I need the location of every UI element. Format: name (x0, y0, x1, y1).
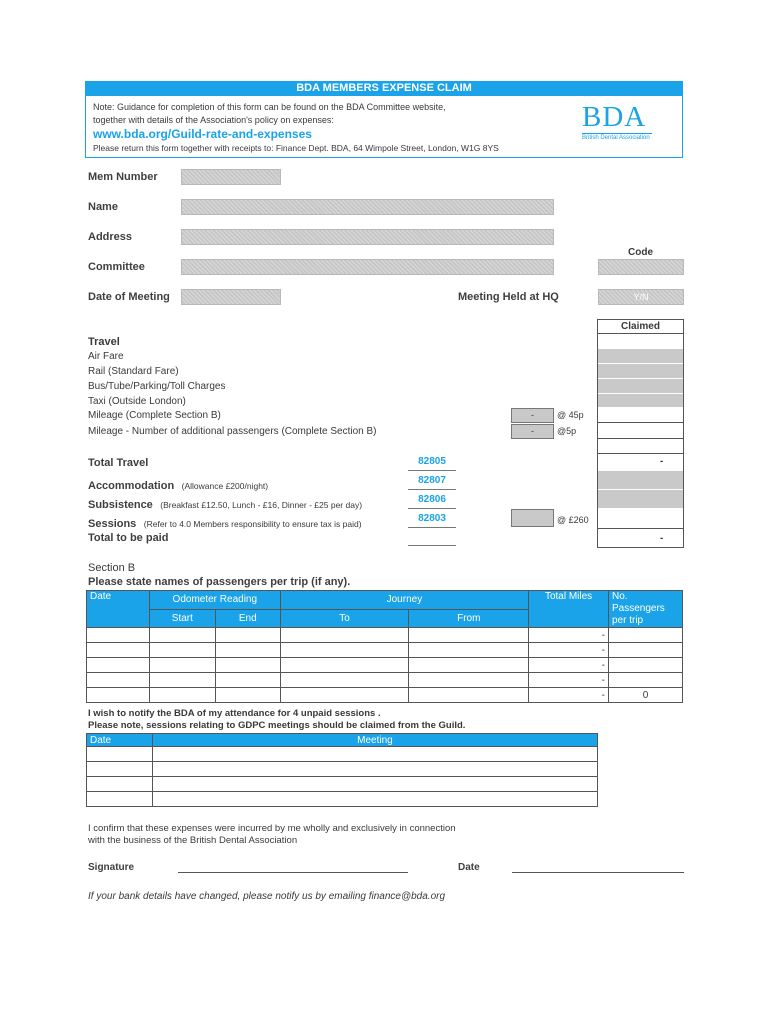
address-label: Address (88, 231, 133, 243)
travel-item-mileage: Mileage (Complete Section B) (88, 410, 221, 421)
signature-label: Signature (88, 862, 135, 873)
cell[interactable] (409, 658, 529, 673)
claimed-accommodation[interactable] (598, 471, 683, 489)
sessions-notice-2: Please note, sessions relating to GDPC meetings should be claimed from the Guild. (88, 720, 466, 731)
mileage-input[interactable]: - (511, 408, 554, 423)
row-passengers[interactable] (609, 628, 683, 643)
subsistence-code: 82806 (408, 494, 456, 509)
bda-logo-text: BDA (582, 101, 647, 133)
return-address: Please return this form together with receipts to: Finance Dept. BDA, 64 Wimpole Street, London, W1G 8YS (93, 143, 499, 153)
code-label: Code (628, 247, 653, 258)
col-end: End (215, 609, 280, 628)
col-journey: Journey (280, 591, 528, 610)
name-label: Name (88, 201, 118, 213)
section-b-title: Section B (88, 562, 136, 574)
sessions-note: (Refer to 4.0 Members responsibility to ensure tax is paid) (143, 519, 362, 529)
cell[interactable] (87, 688, 150, 703)
meeting-held-hq-label: Meeting Held at HQ (458, 291, 559, 303)
cell[interactable] (87, 643, 150, 658)
cell[interactable] (280, 643, 409, 658)
cell[interactable] (215, 658, 280, 673)
table-row (87, 673, 683, 688)
bank-details-footer: If your bank details have changed, please notify us by emailing finance@bda.org (88, 891, 446, 902)
total-paid-line (408, 545, 456, 546)
mileage-rate: @ 45p (557, 410, 584, 420)
cell[interactable] (149, 658, 215, 673)
subsistence-row (88, 495, 362, 513)
cell[interactable] (215, 673, 280, 688)
cell[interactable] (149, 673, 215, 688)
cell[interactable] (280, 673, 409, 688)
claimed-bus[interactable] (598, 379, 683, 393)
claimed-header: Claimed (597, 319, 684, 334)
table-row (87, 643, 683, 658)
bda-logo-sub: British Dental Association (582, 135, 650, 141)
cell[interactable] (280, 628, 409, 643)
section-b-table (86, 590, 683, 703)
cell[interactable] (409, 628, 529, 643)
date-line[interactable] (512, 872, 684, 873)
cell[interactable] (87, 792, 153, 807)
cell[interactable] (149, 688, 215, 703)
cell[interactable] (409, 643, 529, 658)
confirmation-line-1: I confirm that these expenses were incurred by me wholly and exclusively in connection (88, 823, 456, 834)
mem-number-input[interactable] (181, 169, 281, 185)
total-paid-label: Total to be paid (88, 532, 169, 544)
bda-logo (582, 103, 654, 145)
col-odometer: Odometer Reading (149, 591, 280, 610)
total-travel-label: Total Travel (88, 457, 149, 469)
cell[interactable] (87, 658, 150, 673)
row-total-miles: - (529, 643, 609, 658)
bda-logo-rule (582, 133, 652, 134)
col-passengers: No. Passengers per trip (609, 591, 683, 628)
col-start: Start (149, 609, 215, 628)
row-total-miles: - (529, 688, 609, 703)
col-date: Date (87, 591, 150, 628)
table-row (87, 747, 598, 762)
accommodation-code: 82807 (408, 475, 456, 490)
claimed-mileage-divider (597, 422, 684, 423)
cell[interactable] (152, 762, 597, 777)
cell[interactable] (87, 673, 150, 688)
sessions-label: Sessions (88, 518, 137, 530)
col-to: To (280, 609, 409, 628)
table-row (87, 777, 598, 792)
table-row (87, 628, 683, 643)
claimed-sessions-divider (597, 528, 684, 529)
claimed-passenger-divider (597, 438, 684, 439)
guidance-link[interactable]: www.bda.org/Guild-rate-and-expenses (93, 127, 312, 141)
cell[interactable] (409, 688, 529, 703)
travel-item-passengers: Mileage - Number of additional passengers (Complete Section B) (88, 426, 377, 437)
mem-number-label: Mem Number (88, 171, 158, 183)
cell[interactable] (409, 673, 529, 688)
cell[interactable] (149, 643, 215, 658)
date-of-meeting-label: Date of Meeting (88, 291, 170, 303)
section-b-subtitle: Please state names of passengers per trip (if any). (88, 576, 351, 588)
sessions-rate: @ £260 (557, 515, 589, 525)
total-paid-claimed: - (660, 533, 664, 544)
claimed-rail[interactable] (598, 364, 683, 378)
claimed-air-fare[interactable] (598, 349, 683, 363)
travel-item-air-fare: Air Fare (88, 351, 124, 362)
confirmation-line-2: with the business of the British Dental Association (88, 835, 298, 846)
col-total-miles: Total Miles (529, 591, 609, 628)
row-passengers[interactable]: 0 (609, 688, 683, 703)
sessions-row (88, 514, 362, 532)
table-row (87, 688, 683, 703)
row-total-miles: - (529, 628, 609, 643)
accommodation-row (88, 476, 268, 494)
guidance-note-1: Note: Guidance for completion of this form can be found on the BDA Committee website, (93, 102, 446, 112)
committee-label: Committee (88, 261, 145, 273)
subsistence-label: Subsistence (88, 499, 153, 511)
cell[interactable] (215, 643, 280, 658)
travel-item-bus: Bus/Tube/Parking/Toll Charges (88, 381, 226, 392)
accommodation-note: (Allowance £200/night) (181, 481, 269, 491)
cell[interactable] (87, 762, 153, 777)
cell[interactable] (280, 688, 409, 703)
sessions-notice-1: I wish to notify the BDA of my attendance for 4 unpaid sessions . (88, 708, 381, 719)
row-total-miles: - (529, 658, 609, 673)
row-passengers[interactable] (609, 643, 683, 658)
total-travel-claimed: - (660, 456, 664, 467)
row-passengers[interactable] (609, 658, 683, 673)
cell[interactable] (280, 658, 409, 673)
sessions-col-date: Date (87, 734, 153, 747)
sessions-code: 82803 (408, 513, 456, 528)
passengers-rate: @5p (557, 426, 577, 436)
form-title: BDA MEMBERS EXPENSE CLAIM (85, 81, 683, 96)
row-passengers[interactable] (609, 673, 683, 688)
total-travel-code: 82805 (408, 456, 456, 471)
row-total-miles: - (529, 673, 609, 688)
accommodation-label: Accommodation (88, 480, 175, 492)
cell[interactable] (149, 628, 215, 643)
travel-heading: Travel (88, 336, 120, 348)
subsistence-note: (Breakfast £12.50, Lunch - £16, Dinner - £25 per day) (160, 500, 363, 510)
col-from: From (409, 609, 529, 628)
guidance-note-2: together with details of the Association's policy on expenses: (93, 115, 334, 125)
sessions-input[interactable] (511, 509, 554, 527)
travel-item-taxi: Taxi (Outside London) (88, 396, 186, 407)
claimed-taxi[interactable] (598, 394, 683, 407)
cell[interactable] (87, 628, 150, 643)
code-input[interactable] (598, 259, 684, 275)
cell[interactable] (215, 688, 280, 703)
travel-item-rail: Rail (Standard Fare) (88, 366, 179, 377)
cell[interactable] (87, 777, 153, 792)
passengers-input[interactable]: - (511, 424, 554, 439)
cell[interactable] (152, 792, 597, 807)
sessions-table (86, 733, 598, 807)
name-input[interactable] (181, 199, 554, 215)
committee-input[interactable] (181, 259, 554, 275)
table-row (87, 658, 683, 673)
cell[interactable] (87, 747, 153, 762)
table-row (87, 762, 598, 777)
claimed-subsistence[interactable] (598, 490, 683, 508)
date-label: Date (458, 862, 480, 873)
sessions-col-meeting: Meeting (152, 734, 597, 747)
table-row (87, 792, 598, 807)
date-of-meeting-input[interactable] (181, 289, 281, 305)
address-input[interactable] (181, 229, 554, 245)
cell[interactable] (152, 777, 597, 792)
cell[interactable] (152, 747, 597, 762)
cell[interactable] (215, 628, 280, 643)
meeting-held-hq-input[interactable]: Y/N (598, 289, 684, 305)
signature-line[interactable] (178, 872, 408, 873)
